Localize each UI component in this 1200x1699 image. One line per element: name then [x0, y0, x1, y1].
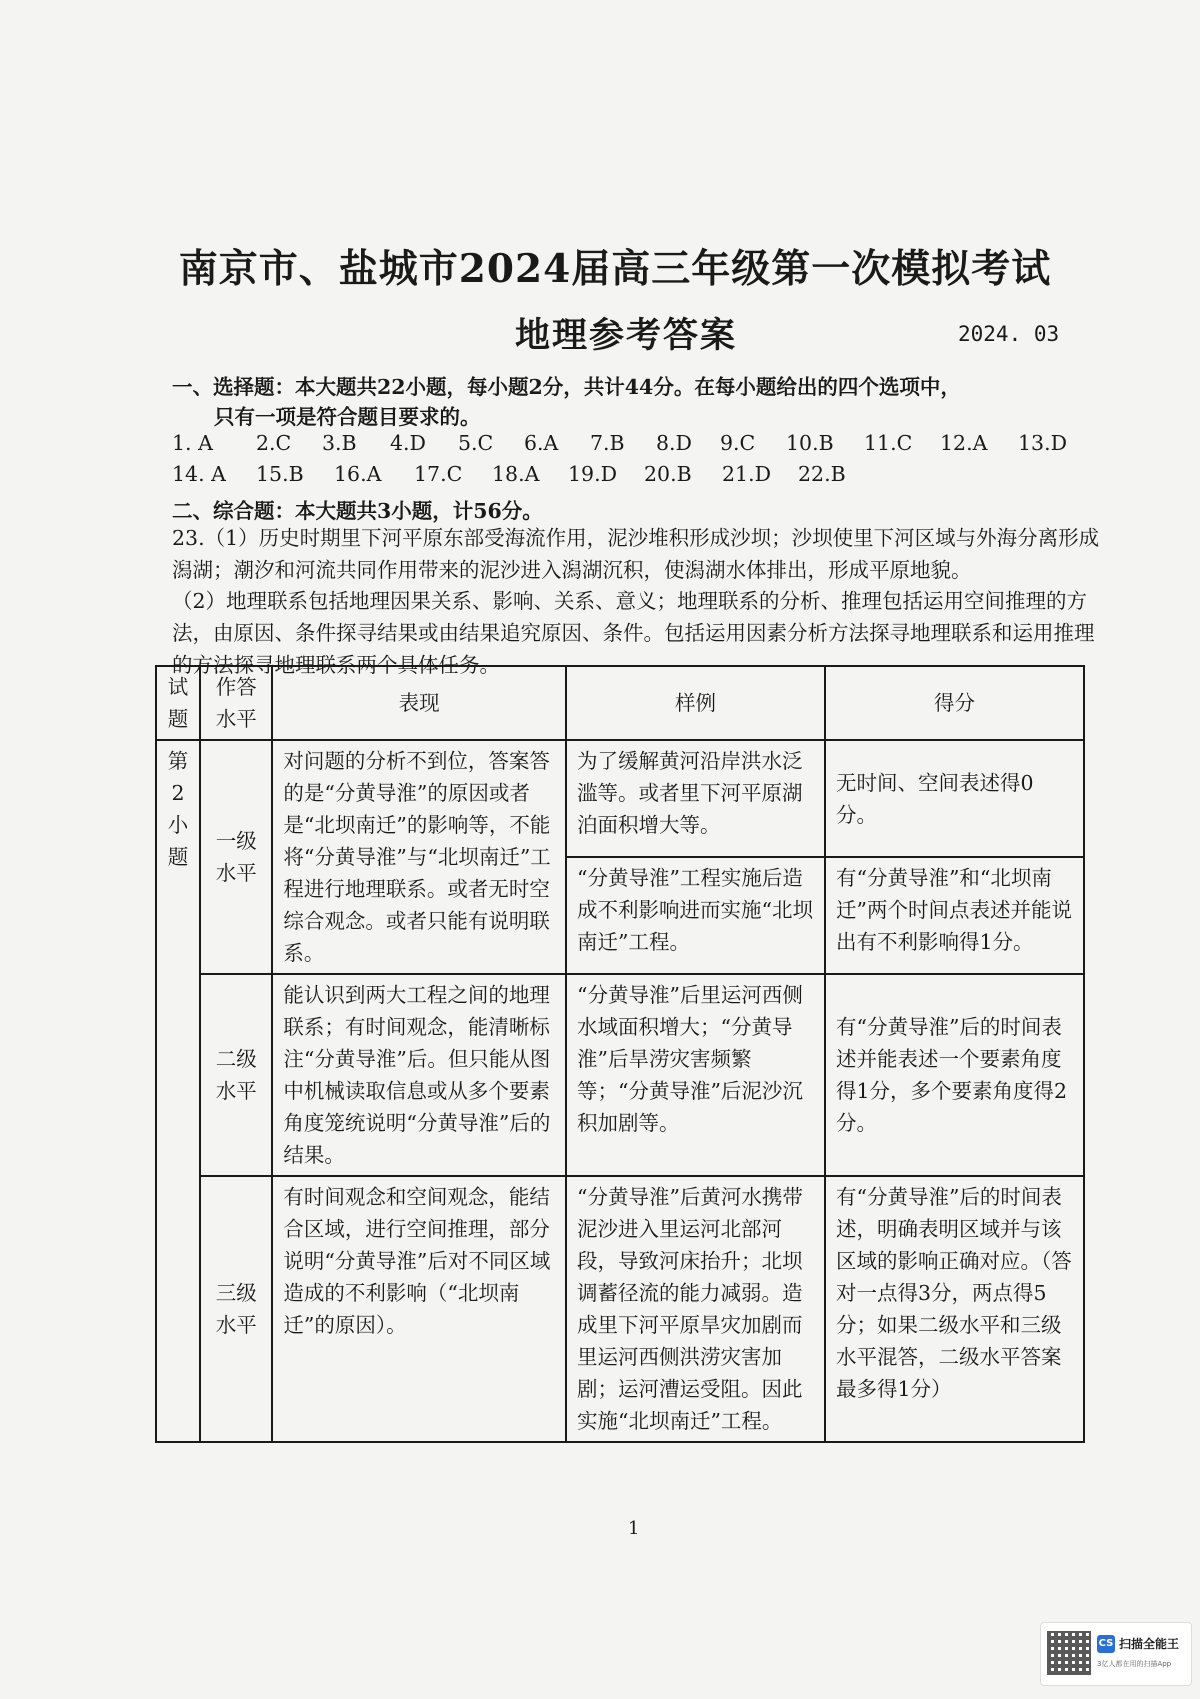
- section2-heading: 二、综合题：本大题共3小题，计56分。: [172, 499, 543, 523]
- level1-name: 一级水平: [200, 740, 272, 974]
- scoring-rubric-table: [155, 665, 1085, 1443]
- header-performance: 表现: [272, 666, 566, 740]
- level2-performance: 能认识到两大工程之间的地理联系；有时间观念，能清晰标注“分黄导淮”后。但只能从图中机械读取信息或从多个要素角度笼统说明“分黄导淮”后的结果。: [272, 974, 566, 1176]
- answer-item: 2.C: [256, 431, 292, 455]
- header-example: 样例: [566, 666, 825, 740]
- level2-score: 有“分黄导淮”后的时间表述并能表述一个要素角度得1分，多个要素角度得2分。: [825, 974, 1084, 1176]
- answer-item: 4.D: [390, 431, 426, 455]
- question-cell: 第2小题: [156, 740, 200, 1442]
- answer-subtitle: 地理参考答案: [515, 315, 738, 356]
- page-number: 1: [628, 1518, 640, 1539]
- answer-item: 8.D: [656, 431, 692, 455]
- header-score: 得分: [825, 666, 1084, 740]
- scanner-watermark-badge: [1040, 1622, 1192, 1686]
- q23-part1-text: 23.（1）历史时期里下河平原东部受海流作用，泥沙堆积形成沙坝；沙坝使里下河区域与外海分离形成潟湖；潮汐和河流共同作用带来的泥沙进入潟湖沉积，使潟湖水体排出，形成平原地貌。: [172, 526, 1100, 582]
- answer-item: 10.B: [786, 431, 834, 455]
- answer-item: 12.A: [940, 431, 988, 455]
- level3-performance: 有时间观念和空间观念，能结合区域，进行空间推理，部分说明“分黄导淮”后对不同区域造成的不利影响（“北坝南迁”的原因）。: [272, 1176, 566, 1442]
- level3-score: 有“分黄导淮”后的时间表述，明确表明区域并与该区域的影响正确对应。（答对一点得3分，两点得5分；如果二级水平和三级水平混答，二级水平答案最多得1分）: [825, 1176, 1084, 1442]
- level1-example-a: 为了缓解黄河沿岸洪水泛滥等。或者里下河平原湖泊面积增大等。: [566, 740, 825, 857]
- answer-item: 6.A: [524, 431, 559, 455]
- answer-item: 7.B: [590, 431, 625, 455]
- table-header-row: [156, 666, 1084, 740]
- answer-item: 11.C: [864, 431, 913, 455]
- answer-item: 1. A: [172, 431, 213, 455]
- section1-heading: 一、选择题：本大题共22小题，每小题2分，共计44分。在每小题给出的四个选项中，: [172, 375, 961, 399]
- answer-item: 16.A: [334, 462, 382, 486]
- answer-item: 3.B: [322, 431, 357, 455]
- answer-item: 19.D: [568, 462, 618, 486]
- table-row-level3: [156, 1176, 1084, 1442]
- exam-date: 2024. 03: [958, 322, 1060, 346]
- level1-score-b: 有“分黄导淮”和“北坝南迁”两个时间点表述并能说出有不利影响得1分。: [825, 857, 1084, 974]
- answer-item: 22.B: [798, 462, 846, 486]
- scanner-logo-icon: CS: [1097, 1635, 1115, 1653]
- table-row-level2: [156, 974, 1084, 1176]
- header-question: 试题: [156, 666, 200, 740]
- level1-example-b: “分黄导淮”工程实施后造成不利影响进而实施“北坝南迁”工程。: [566, 857, 825, 974]
- answer-item: 18.A: [492, 462, 540, 486]
- level3-name: 三级水平: [200, 1176, 272, 1442]
- answer-item: 13.D: [1018, 431, 1068, 455]
- exam-title: 南京市、盐城市2024届高三年级第一次模拟考试: [178, 246, 1052, 292]
- level1-score-a: 无时间、空间表述得0分。: [825, 740, 1084, 857]
- table-row-level1a: [156, 740, 1084, 857]
- q23-part1: [172, 522, 1102, 586]
- q23-part2-text: （2）地理联系包括地理因果关系、影响、关系、意义；地理联系的分析、推理包括运用空间推理的方法，由原因、条件探寻结果或由结果追究原因、条件。包括运用因素分析方法探寻地理联系和运用推理的方法探寻地理联系两个具体任务。: [172, 589, 1095, 677]
- header-level: 作答水平: [200, 666, 272, 740]
- section1-heading-cont: 只有一项是符合题目要求的。: [214, 405, 481, 429]
- qr-code-icon: [1047, 1631, 1091, 1675]
- answer-item: 20.B: [644, 462, 692, 486]
- answer-item: 5.C: [458, 431, 494, 455]
- answer-item: 9.C: [720, 431, 756, 455]
- level2-example: “分黄导淮”后里运河西侧水域面积增大；“分黄导淮”后旱涝灾害频繁等；“分黄导淮”后泥沙沉积加剧等。: [566, 974, 825, 1176]
- level1-performance: 对问题的分析不到位，答案答的是“分黄导淮”的原因或者是“北坝南迁”的影响等，不能将“分黄导淮”与“北坝南迁”工程进行地理联系。或者无时空综合观念。或者只能有说明联系。: [272, 740, 566, 974]
- level3-example: “分黄导淮”后黄河水携带泥沙进入里运河北部河段，导致河床抬升；北坝调蓄径流的能力减弱。造成里下河平原旱灾加剧而里运河西侧洪涝灾害加剧；运河漕运受阻。因此实施“北坝南迁”工程。: [566, 1176, 825, 1442]
- scanner-tagline: 3亿人都在用的扫描App: [1097, 1660, 1172, 1668]
- level2-name: 二级水平: [200, 974, 272, 1176]
- answer-item: 17.C: [414, 462, 463, 486]
- answer-item: 21.D: [722, 462, 772, 486]
- answer-item: 15.B: [256, 462, 304, 486]
- answer-item: 14. A: [172, 462, 226, 486]
- scanner-brand-name: 扫描全能王: [1119, 1637, 1180, 1651]
